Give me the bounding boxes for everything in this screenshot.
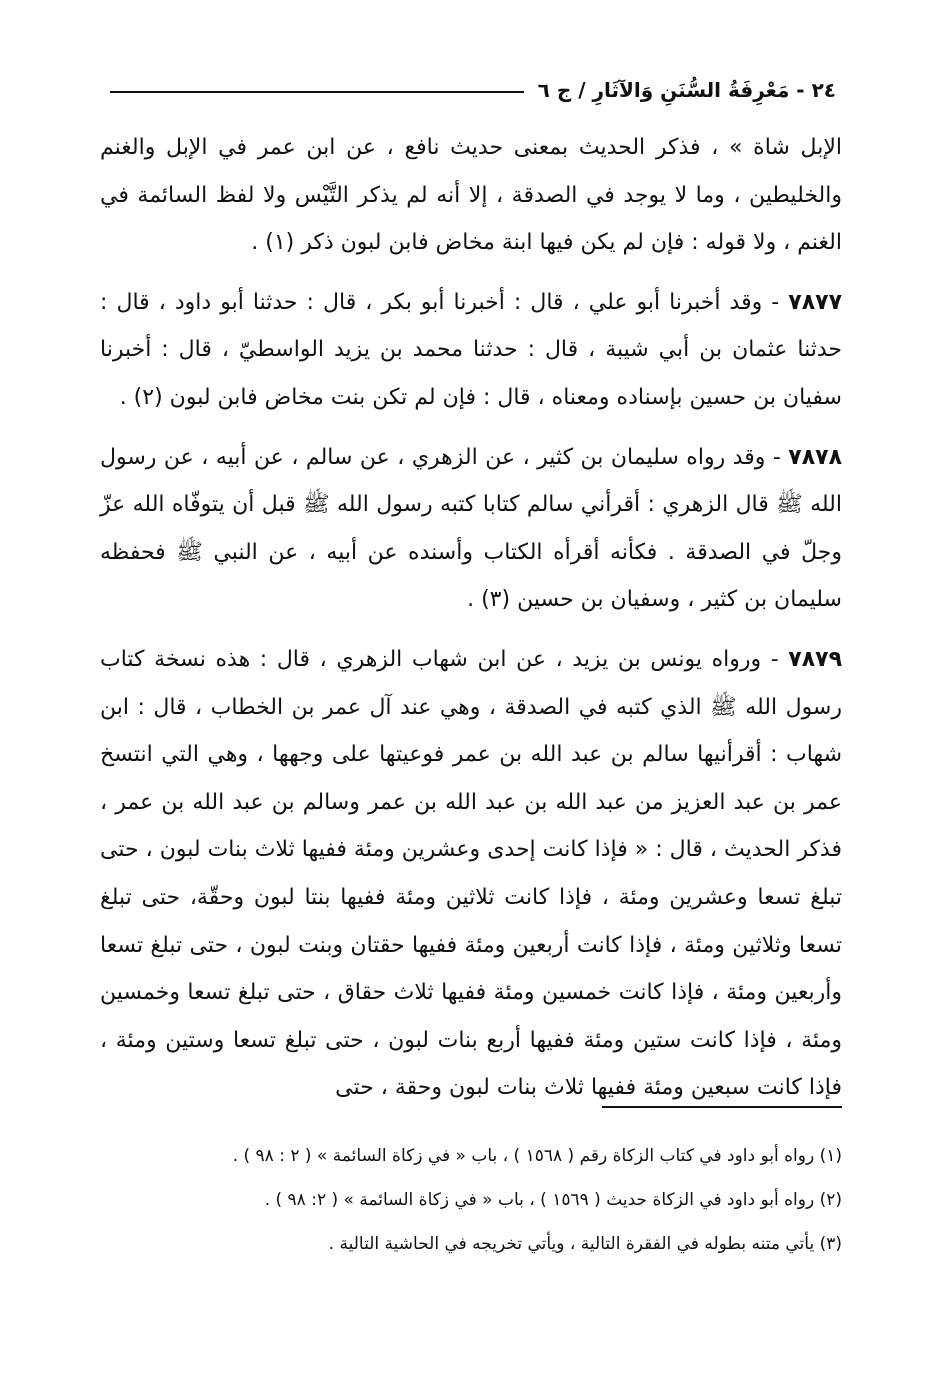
hadith-number: ٧٨٧٩ <box>788 646 842 672</box>
paragraph-text: - وقد رواه سليمان بن كثير ، عن الزهري ، عن سالم ، عن أبيه ، عن رسول الله ﷺ قال الزهري : أقرأني سالم كتابا كتبه رسول الله ﷺ قبل أن يتوفّاه الله عزّ وجلّ في الصدقة . فكأنه أقرأه الكتاب وأسنده عن أبيه ، عن النبي ﷺ فحفظه سليمان بن كثير ، وسفيان بن حسين (٣) . <box>100 444 842 613</box>
hadith-number: ٧٨٧٨ <box>788 444 842 470</box>
header-rule <box>110 91 524 93</box>
footnotes <box>100 1134 842 1266</box>
paragraph <box>100 434 842 624</box>
footnote-separator <box>602 1106 842 1108</box>
footnote: (٣) يأتي متنه بطوله في الفقرة التالية ، ويأتي تخريجه في الحاشية التالية . <box>328 1234 842 1254</box>
running-header <box>110 70 836 110</box>
footnote: (١) رواه أبو داود في كتاب الزكاة رقم ( ١٥٦٨ ) ، باب « في زكاة السائمة » ( ٢ : ٩٨ ) . <box>232 1146 842 1166</box>
running-title: ٢٤ - مَعْرِفَةُ السُّنَنِ وَالآثَارِ / ج ٦ <box>537 78 836 102</box>
hadith-number: ٧٨٧٧ <box>788 289 843 315</box>
paragraph <box>100 124 842 267</box>
main-text <box>100 124 842 1124</box>
paragraph <box>100 279 842 422</box>
paragraph-text: - ورواه يونس بن يزيد ، عن ابن شهاب الزهري ، قال : هذه نسخة كتاب رسول الله ﷺ الذي كتبه في الصدقة ، وهي عند آل عمر بن الخطاب ، قال : ابن شهاب : أقرأنيها سالم بن عبد الله بن عمر فوعيتها على وجهها ، وهي التي انتسخ عمر بن عبد العزيز من عبد الله بن عبد الله بن عمر وسالم بن عبد الله بن عمر ، فذكر الحديث ، قال : « فإذا كانت إحدى وعشرين ومئة ففيها ثلاث بنات لبون ، حتى تبلغ تسعا وعشرين ومئة ، فإذا كانت ثلاثين ومئة ففيها بنتا لبون وحقّة، حتى تبلغ تسعا وثلاثين ومئة ، فإذا كانت أربعين ومئة ففيها حقتان وبنت لبون ، حتى تبلغ تسعا وأربعين ومئة ، فإذا كانت خمسين ومئة ففيها ثلاث حقاق ، حتى تبلغ تسعا وخمسين ومئة ، فإذا كانت ستين ومئة ففيها أربع بنات لبون ، حتى تبلغ تسعا وستين ومئة ، فإذا كانت سبعين ومئة ففيها ثلاث بنات لبون وحقة ، حتى <box>100 646 842 1101</box>
paragraph <box>100 636 842 1112</box>
paragraph-text: الإبل شاة » ، فذكر الحديث بمعنى حديث نافع ، عن ابن عمر في الإبل والغنم والخليطين ، وما لا يوجد في الصدقة ، إلا أنه لم يذكر التَّيْس ولا لفظ السائمة في الغنم ، ولا قوله : فإن لم يكن فيها ابنة مخاض فابن لبون ذكر (١) . <box>100 135 842 256</box>
paragraph-text: - وقد أخبرنا أبو علي ، قال : أخبرنا أبو بكر ، قال : حدثنا أبو داود ، قال : حدثنا عثمان بن أبي شيبة ، قال : حدثنا محمد بن يزيد الواسطيّ ، قال : أخبرنا سفيان بن حسين بإسناده ومعناه ، قال : فإن لم تكن بنت مخاض فابن لبون (٢) . <box>100 289 842 410</box>
footnote: (٢) رواه أبو داود في الزكاة حديث ( ١٥٦٩ ) ، باب « في زكاة السائمة » ( ٢: ٩٨ ) . <box>264 1190 842 1210</box>
